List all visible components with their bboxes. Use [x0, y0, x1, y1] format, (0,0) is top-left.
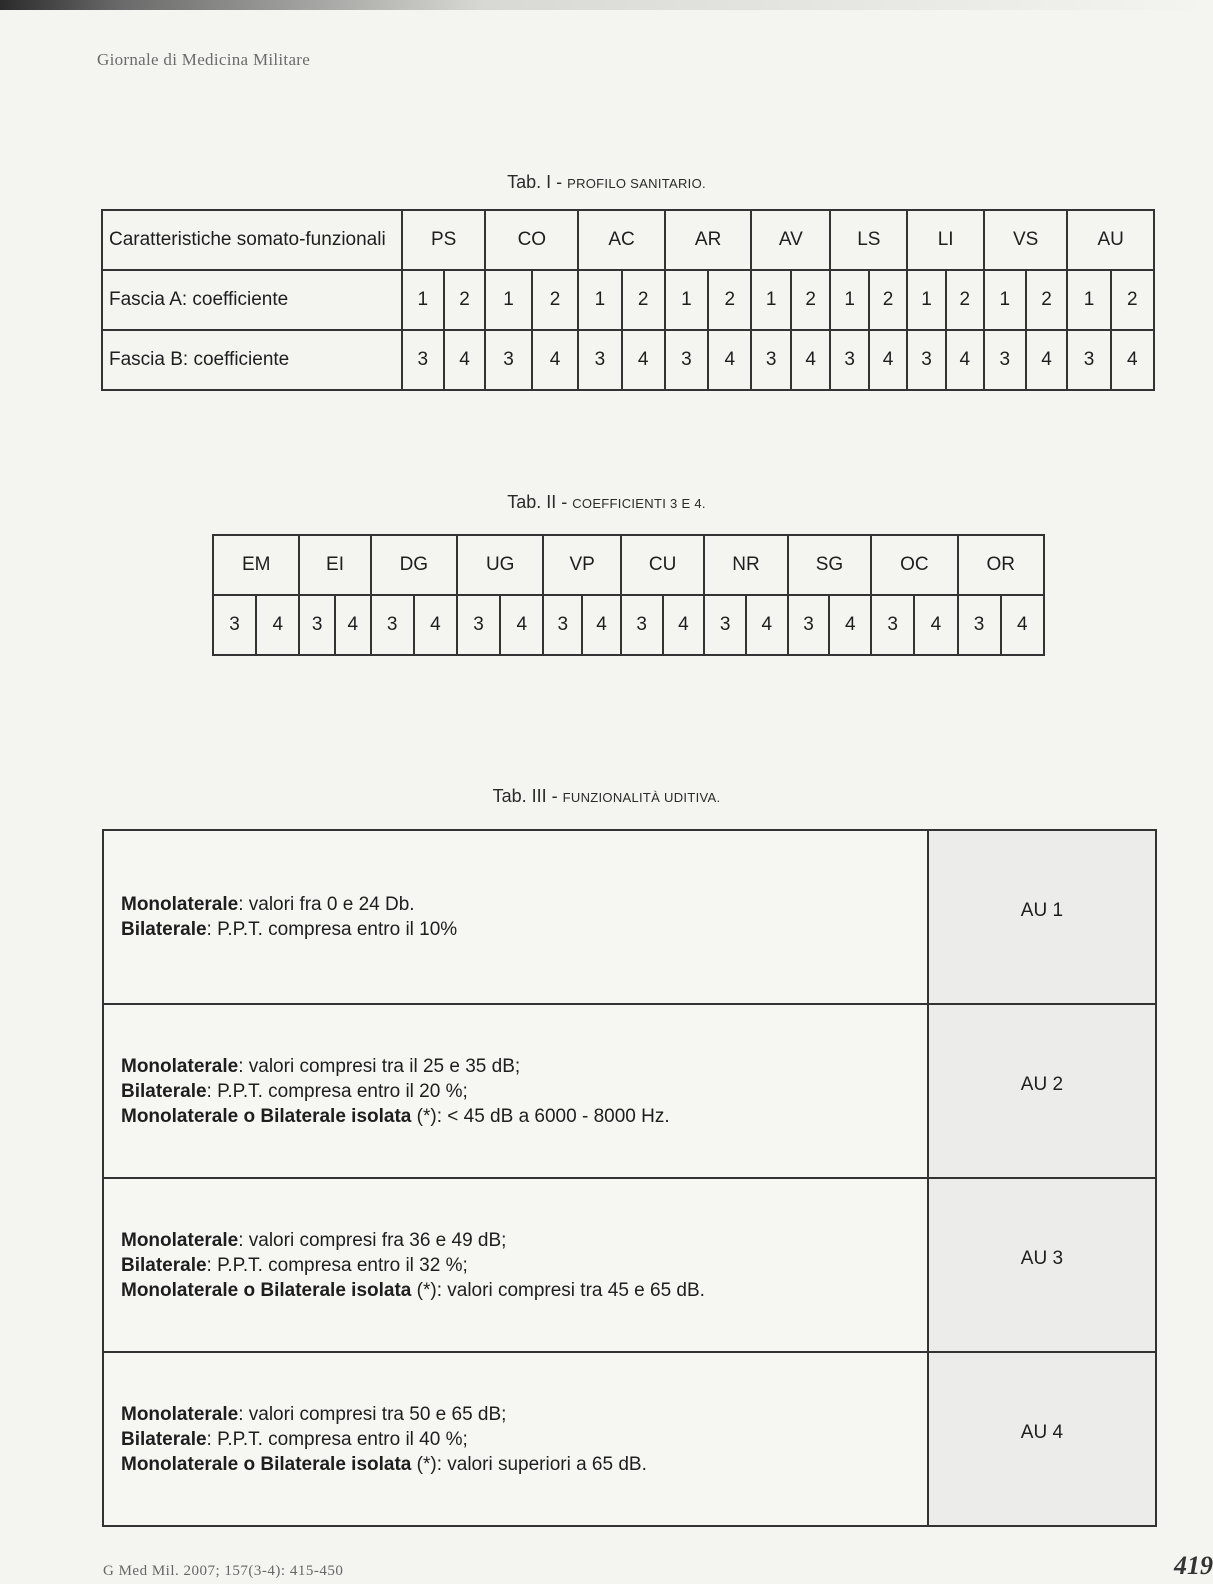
table3-line	[121, 1402, 927, 1427]
table1-coefficient-cell: 4	[869, 330, 907, 390]
table1-coefficient-cell: 1	[984, 270, 1026, 330]
table1-coefficient-cell: 3	[830, 330, 868, 390]
table3-line	[121, 1253, 927, 1278]
table3-code-cell: AU 3	[928, 1178, 1156, 1352]
table3-line-text: : P.P.T. compresa entro il 40 %;	[206, 1428, 468, 1450]
table1-coefficient-cell: 4	[946, 330, 984, 390]
table2-coefficient-cell: 4	[500, 595, 543, 655]
table1-coefficient-cell: 3	[485, 330, 531, 390]
table2-coefficient-cell: 4	[256, 595, 299, 655]
table2-coefficient-cell: 3	[871, 595, 914, 655]
table1-coefficient-cell: 3	[402, 330, 444, 390]
table2-column-header: UG	[457, 535, 543, 595]
table2-coefficient-cell: 4	[663, 595, 705, 655]
table3-line	[121, 1427, 927, 1452]
table3-line	[121, 892, 927, 917]
table2-values-row	[213, 595, 1044, 655]
table2-coefficient-cell: 4	[746, 595, 788, 655]
table1-coefficient-cell: 1	[907, 270, 945, 330]
table1-caption-title: PROFILO SANITARIO.	[567, 176, 706, 191]
table3-line-bold: Monolaterale o Bilaterale isolata	[121, 1453, 412, 1475]
table1-coefficient-cell: 1	[485, 270, 531, 330]
table1-coefficient-cell: 4	[622, 330, 665, 390]
table2-column-header: EM	[213, 535, 299, 595]
table1-coefficient-cell: 2	[869, 270, 907, 330]
table1-column-header: LI	[907, 210, 984, 270]
scan-edge	[0, 0, 1213, 10]
table3-line-bold: Monolaterale	[121, 1403, 239, 1425]
table3-line	[121, 1278, 927, 1303]
table1-row-label: Fascia B: coefficiente	[102, 330, 402, 390]
table3-line	[121, 1054, 927, 1079]
table1-coefficient-cell: 2	[946, 270, 984, 330]
table3-line-bold: Bilaterale	[121, 1254, 207, 1276]
table1-coefficient-cell: 1	[665, 270, 708, 330]
table1-caption-prefix: Tab. I -	[507, 172, 568, 192]
table2-column-header: CU	[621, 535, 704, 595]
table1-column-header: AR	[665, 210, 752, 270]
table1-row-label: Fascia A: coefficiente	[102, 270, 402, 330]
table1-coefficient-cell: 2	[791, 270, 831, 330]
table2-coefficient-cell: 3	[621, 595, 663, 655]
table2-column-header: NR	[704, 535, 787, 595]
table2-coefficient-cell: 4	[829, 595, 871, 655]
table1-column-header: AU	[1067, 210, 1154, 270]
table3-line-bold: Monolaterale	[121, 894, 239, 915]
table3-line-text: : P.P.T. compresa entro il 20 %;	[206, 1080, 468, 1102]
table3-code-cell: AU 1	[928, 830, 1156, 1004]
table2-caption-title: COEFFICIENTI 3 E 4.	[572, 496, 706, 511]
table3-line-bold: Bilaterale	[121, 919, 207, 940]
table2-header-row	[213, 535, 1044, 595]
table2-coefficient-cell: 3	[543, 595, 582, 655]
table3-code-cell: AU 2	[928, 1004, 1156, 1178]
table3-line-text: : P.P.T. compresa entro il 32 %;	[206, 1254, 468, 1276]
table1-coefficient-cell: 2	[1026, 270, 1068, 330]
table3-line	[121, 917, 927, 942]
table1-column-header: CO	[485, 210, 578, 270]
table2-caption-prefix: Tab. II -	[507, 492, 573, 512]
table3-caption-title: FUNZIONALITÀ UDITIVA.	[562, 790, 721, 805]
table2-column-header: OC	[871, 535, 957, 595]
table3-code-cell: AU 4	[928, 1352, 1156, 1526]
table3-line	[121, 1228, 927, 1253]
table1-row	[102, 330, 1154, 390]
table1-coefficient-cell: 4	[1026, 330, 1068, 390]
table1-header-label: Caratteristiche somato-funzionali	[102, 210, 402, 270]
table1-coefficient-cell: 4	[1111, 330, 1154, 390]
table3-row	[103, 1004, 1156, 1178]
table2-column-header: DG	[371, 535, 457, 595]
table3-line-text: : valori compresi fra 36 e 49 dB;	[238, 1229, 507, 1251]
table2-coefficient-cell: 3	[299, 595, 335, 655]
table2-caption	[0, 492, 1213, 513]
table3-line-bold: Bilaterale	[121, 1080, 207, 1102]
table-coefficienti	[212, 534, 1045, 656]
page-number: 419	[1174, 1551, 1213, 1580]
table2-column-header: VP	[543, 535, 620, 595]
table1-row	[102, 270, 1154, 330]
footer-citation: G Med Mil. 2007; 157(3-4): 415-450	[103, 1563, 344, 1579]
table1-coefficient-cell: 4	[791, 330, 831, 390]
table1-coefficient-cell: 2	[1111, 270, 1154, 330]
table2-coefficient-cell: 3	[371, 595, 414, 655]
table2-coefficient-cell: 4	[414, 595, 457, 655]
table1-coefficient-cell: 3	[1067, 330, 1110, 390]
table3-description-cell	[103, 830, 928, 1004]
table3-line-bold: Monolaterale o Bilaterale isolata	[121, 1105, 412, 1127]
table1-coefficient-cell: 1	[1067, 270, 1110, 330]
table2-column-header: OR	[958, 535, 1045, 595]
table3-row	[103, 1178, 1156, 1352]
table3-description-cell	[103, 1004, 928, 1178]
table1-column-header: VS	[984, 210, 1067, 270]
table3-line-bold: Monolaterale	[121, 1229, 239, 1251]
table3-caption	[0, 786, 1213, 807]
table1-coefficient-cell: 2	[622, 270, 665, 330]
table1-coefficient-cell: 1	[751, 270, 791, 330]
table1-coefficient-cell: 2	[444, 270, 486, 330]
table3-line-text: (*): valori compresi tra 45 e 65 dB.	[411, 1279, 705, 1301]
table1-column-header: LS	[830, 210, 907, 270]
table1-coefficient-cell: 3	[665, 330, 708, 390]
table3-row	[103, 830, 1156, 1004]
table1-coefficient-cell: 3	[578, 330, 621, 390]
table1-coefficient-cell: 4	[708, 330, 751, 390]
table1-coefficient-cell: 2	[532, 270, 578, 330]
table1-header-row	[102, 210, 1154, 270]
table2-coefficient-cell: 3	[213, 595, 256, 655]
table1-coefficient-cell: 1	[578, 270, 621, 330]
table2-column-header: SG	[788, 535, 871, 595]
table3-line-text: (*): < 45 dB a 6000 - 8000 Hz.	[411, 1105, 670, 1127]
table1-coefficient-cell: 4	[444, 330, 486, 390]
table3-description-cell	[103, 1178, 928, 1352]
table3-line	[121, 1452, 927, 1477]
table1-coefficient-cell: 3	[751, 330, 791, 390]
table3-line-bold: Monolaterale	[121, 1055, 239, 1077]
table3-line-text: : valori fra 0 e 24 Db.	[238, 894, 415, 915]
table2-coefficient-cell: 3	[704, 595, 746, 655]
table2-coefficient-cell: 4	[582, 595, 621, 655]
table1-coefficient-cell: 1	[402, 270, 444, 330]
table1-coefficient-cell: 3	[984, 330, 1026, 390]
table1-coefficient-cell: 4	[532, 330, 578, 390]
table3-line-bold: Monolaterale o Bilaterale isolata	[121, 1279, 412, 1301]
table-funzionalita-uditiva	[102, 829, 1157, 1527]
table1-coefficient-cell: 2	[708, 270, 751, 330]
table-profilo-sanitario	[101, 209, 1155, 391]
table1-column-header: AV	[751, 210, 830, 270]
table2-coefficient-cell: 4	[1001, 595, 1044, 655]
table2-coefficient-cell: 3	[457, 595, 500, 655]
table1-caption	[0, 172, 1213, 193]
running-header: Giornale di Medicina Militare	[97, 50, 311, 69]
table1-coefficient-cell: 3	[907, 330, 945, 390]
table3-line	[121, 1104, 927, 1129]
table1-coefficient-cell: 1	[830, 270, 868, 330]
table2-coefficient-cell: 3	[958, 595, 1001, 655]
table3-line-text: : valori compresi tra 50 e 65 dB;	[238, 1403, 507, 1425]
table3-line	[121, 1079, 927, 1104]
table2-column-header: EI	[299, 535, 370, 595]
table1-column-header: AC	[578, 210, 665, 270]
table3-row	[103, 1352, 1156, 1526]
table1-column-header: PS	[402, 210, 485, 270]
table2-coefficient-cell: 4	[335, 595, 371, 655]
table2-coefficient-cell: 4	[914, 595, 957, 655]
table3-line-text: (*): valori superiori a 65 dB.	[411, 1453, 647, 1475]
table3-line-text: : valori compresi tra il 25 e 35 dB;	[238, 1055, 521, 1077]
table3-line-text: : P.P.T. compresa entro il 10%	[206, 919, 458, 940]
table2-coefficient-cell: 3	[788, 595, 830, 655]
table3-line-bold: Bilaterale	[121, 1428, 207, 1450]
table3-caption-prefix: Tab. III -	[492, 786, 563, 806]
table3-description-cell	[103, 1352, 928, 1526]
